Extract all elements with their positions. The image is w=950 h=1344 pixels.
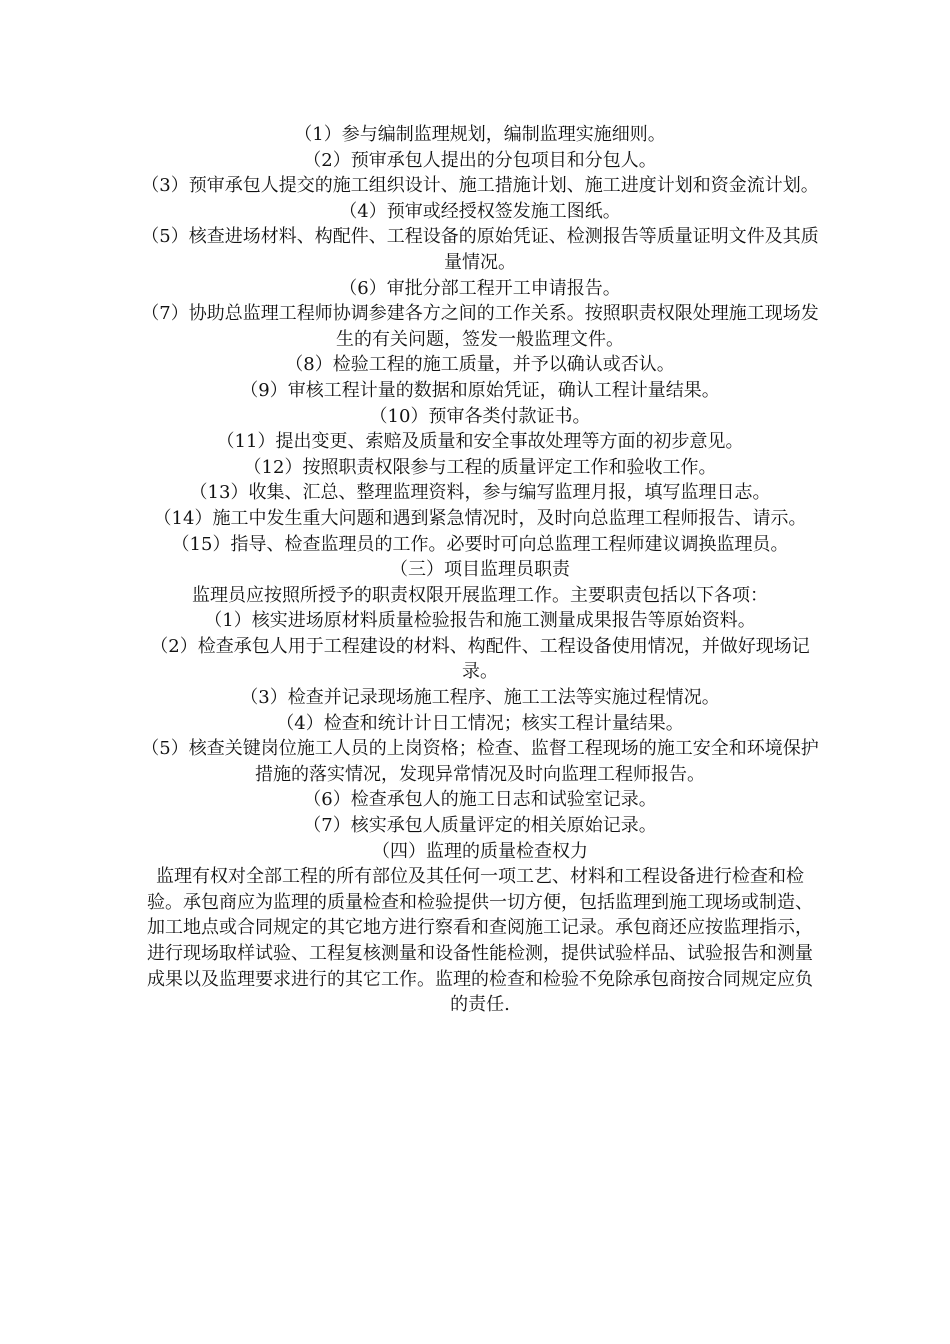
supervisor-duty-7: （7）协助总监理工程师协调参建各方之间的工作关系。按照职责权限处理施工现场发生的有关问题，签发一般监理文件。 [141, 303, 819, 350]
inspector-duty-1: （1）核实进场原材料质量检验报告和施工测量成果报告等原始资料。 [204, 610, 756, 632]
supervisor-duty-15: （15）指导、检查监理员的工作。必要时可向总监理工程师建议调换监理员。 [171, 533, 789, 555]
section-3-intro: 监理员应按照所授予的职责权限开展监理工作。主要职责包括以下各项： [192, 584, 768, 606]
supervisor-duty-14: （14）施工中发生重大问题和遇到紧急情况时，及时向总监理工程师报告、请示。 [153, 507, 807, 529]
inspector-duty-7: （7）核实承包人质量评定的相关原始记录。 [303, 815, 657, 837]
supervisor-duty-10: （10）预审各类付款证书。 [369, 405, 591, 427]
supervisor-duty-6: （6）审批分部工程开工申请报告。 [339, 277, 621, 299]
section-4-body: 监理有权对全部工程的所有部位及其任何一项工艺、材料和工程设备进行检查和检验。承包商应为监理的质量检查和检验提供一切方便，包括监理到施工现场或制造、加工地点或合同规定的其它地方进行察看和查阅施工记录。承包商还应按监理指示，进行现场取样试验、工程复核测量和设备性能检测，提供试验样品、试验报告和测量成果以及监理要求进行的其它工作。监理的检查和检验不免除承包商按合同规定应负的责任. [147, 866, 813, 1016]
supervisor-duty-1: （1）参与编制监理规划，编制监理实施细则。 [294, 124, 666, 145]
inspector-duty-3: （3）检查并记录现场施工程序、施工工法等实施过程情况。 [240, 687, 720, 709]
supervisor-duty-5: （5）核查进场材料、构配件、工程设备的原始凭证、检测报告等质量证明文件及其质量情况。 [141, 226, 819, 273]
supervisor-duty-3: （3）预审承包人提交的施工组织设计、施工措施计划、施工进度计划和资金流计划。 [141, 175, 819, 197]
supervisor-duty-4: （4）预审或经授权签发施工图纸。 [339, 200, 621, 222]
section-3-heading: （三）项目监理员职责 [390, 559, 570, 581]
supervisor-duty-11: （11）提出变更、索赔及质量和安全事故处理等方面的初步意见。 [216, 431, 744, 453]
inspector-duty-2: （2）检查承包人用于工程建设的材料、构配件、工程设备使用情况，并做好现场记录。 [150, 635, 810, 683]
inspector-duty-5: （5）核查关键岗位施工人员的上岗资格；检查、监督工程现场的施工安全和环境保护措施的落实情况，发现异常情况及时向监理工程师报告。 [141, 738, 819, 785]
document-page [140, 122, 820, 1018]
supervisor-duty-13: （13）收集、汇总、整理监理资料，参与编写监理月报，填写监理日志。 [189, 482, 771, 504]
supervisor-duty-12: （12）按照职责权限参与工程的质量评定工作和验收工作。 [243, 456, 717, 478]
inspector-duty-4: （4）检查和统计计日工情况；核实工程计量结果。 [276, 712, 684, 734]
section-4-heading: （四）监理的质量检查权力 [372, 840, 588, 862]
supervisor-duty-8: （8）检验工程的施工质量，并予以确认或否认。 [285, 354, 675, 376]
supervisor-duty-2: （2）预审承包人提出的分包项目和分包人。 [303, 149, 657, 171]
inspector-duty-6: （6）检查承包人的施工日志和试验室记录。 [303, 789, 657, 811]
supervisor-duty-9: （9）审核工程计量的数据和原始凭证，确认工程计量结果。 [240, 379, 720, 401]
